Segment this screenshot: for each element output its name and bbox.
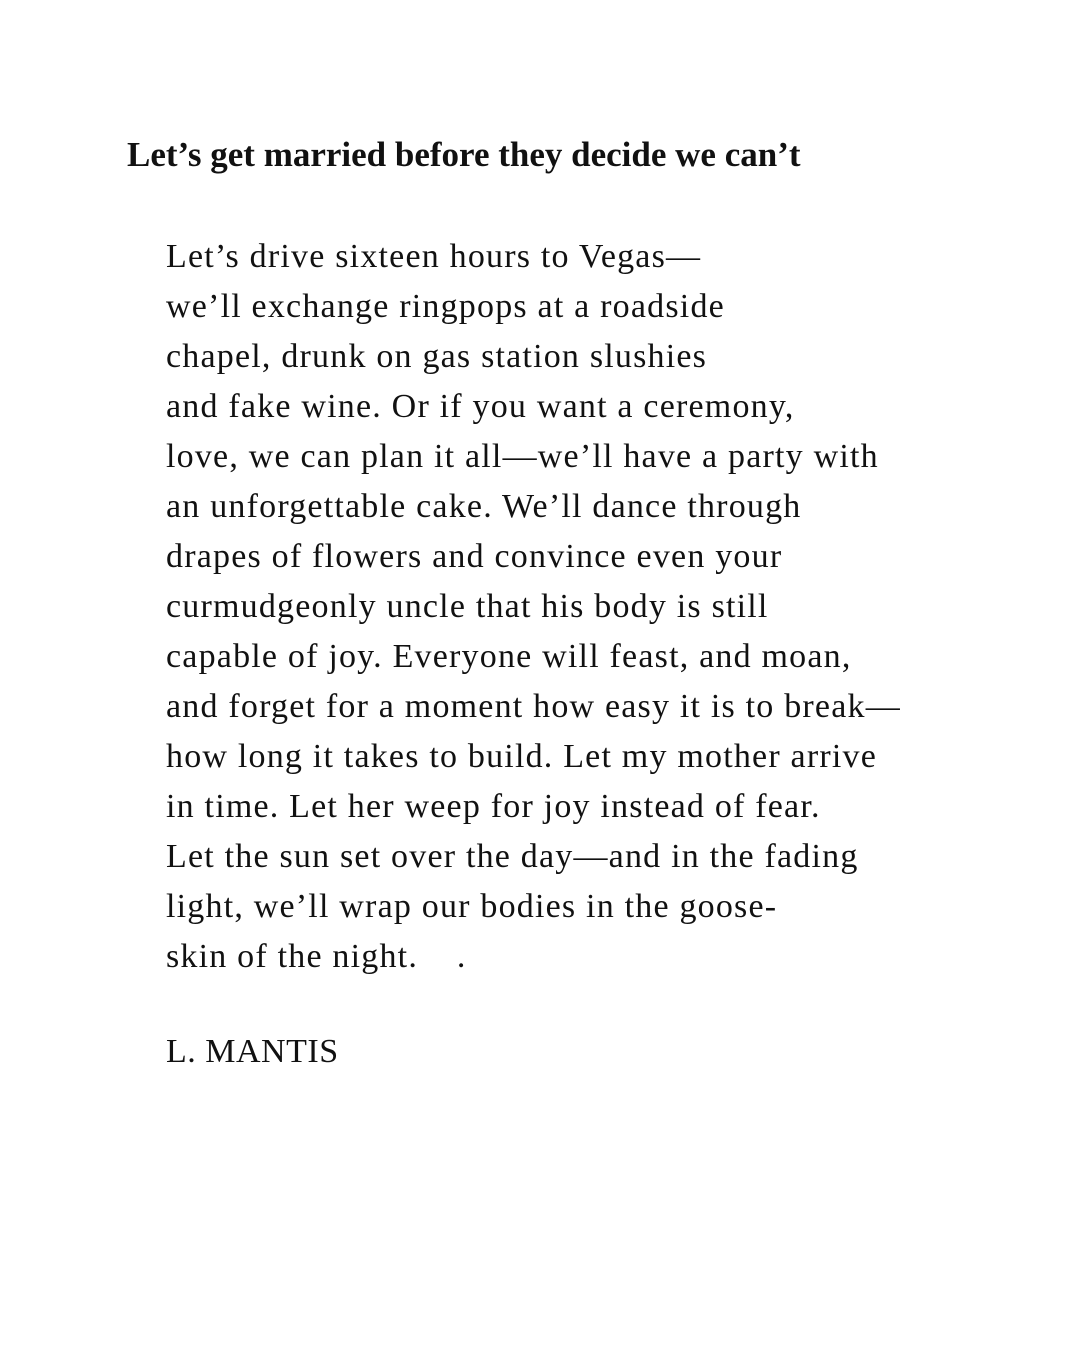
poem-line: skin of the night. .	[166, 938, 467, 975]
poem-line: drapes of flowers and convince even your	[166, 538, 783, 575]
poem-title: Let’s get married before they decide we can’t	[127, 135, 801, 174]
poem-line: and fake wine. Or if you want a ceremony,	[166, 388, 795, 425]
author-name: L. MANTIS	[166, 1033, 339, 1070]
poem-line: and forget for a moment how easy it is to break—	[166, 688, 901, 725]
poem-line: in time. Let her weep for joy instead of fear.	[166, 788, 821, 825]
poem-line: capable of joy. Everyone will feast, and moan,	[166, 638, 852, 675]
poem-line: an unforgettable cake. We’ll dance through	[166, 488, 802, 525]
poem-line: Let the sun set over the day—and in the fading	[166, 838, 859, 875]
poem-line: how long it takes to build. Let my mother arrive	[166, 738, 878, 775]
poem-line: Let’s drive sixteen hours to Vegas—	[166, 238, 702, 275]
poem-line: chapel, drunk on gas station slushies	[166, 338, 708, 375]
poem-line: light, we’ll wrap our bodies in the goose-	[166, 888, 778, 925]
poem-line: curmudgeonly uncle that his body is still	[166, 588, 769, 625]
poem-body	[166, 232, 901, 982]
poem-line: love, we can plan it all—we’ll have a party with	[166, 438, 879, 475]
poem-line: we’ll exchange ringpops at a roadside	[166, 288, 725, 325]
